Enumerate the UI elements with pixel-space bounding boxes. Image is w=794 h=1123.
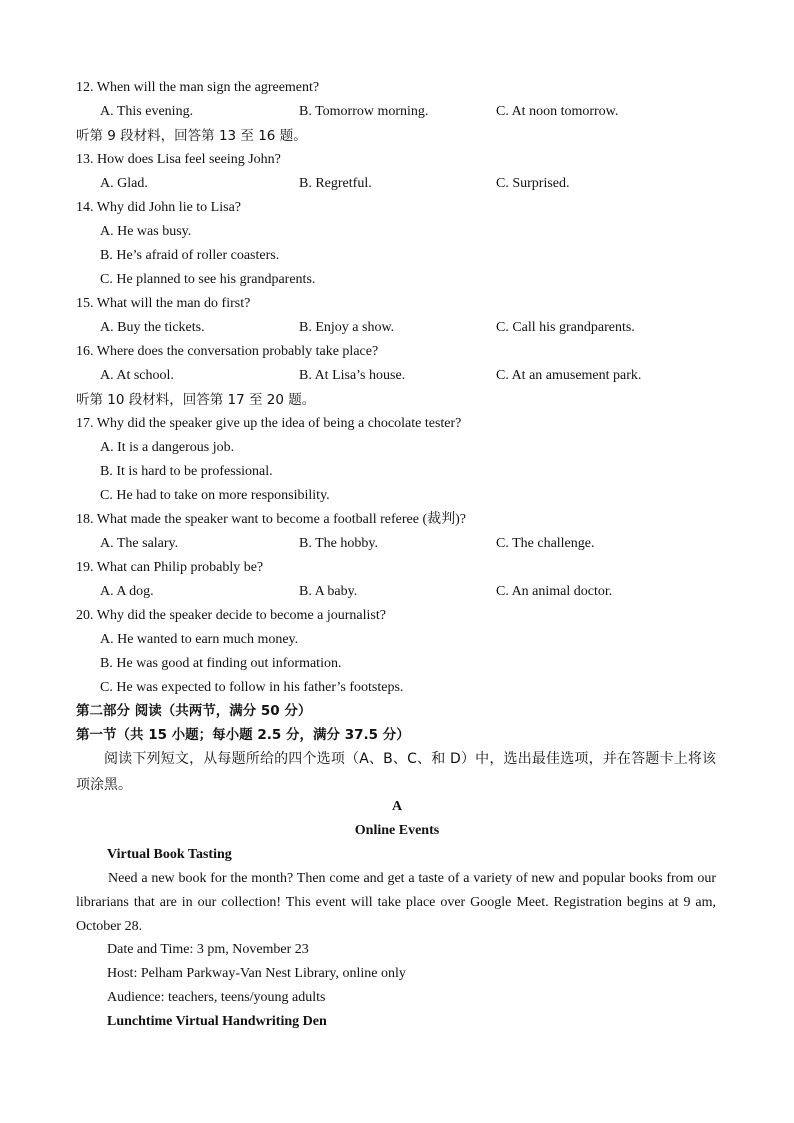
- option-c[interactable]: C. Call his grandparents.: [496, 320, 635, 335]
- passage-letter: A: [391, 799, 403, 814]
- option-b[interactable]: B. At Lisa’s house.: [299, 368, 406, 383]
- question-12-options: [100, 100, 716, 124]
- question-16: 16. Where does the conversation probably take place?: [76, 344, 379, 359]
- option-c[interactable]: C. At noon tomorrow.: [496, 104, 619, 119]
- reading-instruction: 阅读下列短文，从每题所给的四个选项（A、B、C、和 D）中，选出最佳选项，并在答题卡上将该项涂黑。: [76, 751, 716, 793]
- question-16-options: [100, 364, 716, 388]
- option-a[interactable]: A. He wanted to earn much money.: [100, 632, 299, 647]
- passage-title: Online Events: [354, 823, 440, 838]
- option-a[interactable]: A. A dog.: [100, 584, 154, 599]
- event-1-host: Host: Pelham Parkway-Van Nest Library, online only: [107, 966, 406, 981]
- option-b[interactable]: B. He was good at finding out information.: [100, 656, 342, 671]
- part-2-heading: 第二部分 阅读（共两节，满分 50 分）: [76, 703, 312, 719]
- option-c[interactable]: C. He planned to see his grandparents.: [100, 272, 316, 287]
- event-1-title: Virtual Book Tasting: [107, 847, 232, 862]
- question-18-options: [100, 532, 716, 556]
- question-20: 20. Why did the speaker decide to become a journalist?: [76, 608, 386, 623]
- option-c[interactable]: C. The challenge.: [496, 536, 595, 551]
- option-b[interactable]: B. A baby.: [299, 584, 358, 599]
- option-a[interactable]: A. The salary.: [100, 536, 179, 551]
- event-1-description: Need a new book for the month? Then come and get a taste of a variety of new and popular books from our librarians that are in our collection! This event will take place over Google Meet. Registration begins at 9 am, October 28.: [76, 871, 716, 934]
- option-a[interactable]: A. Glad.: [100, 176, 148, 191]
- question-13: 13. How does Lisa feel seeing John?: [76, 152, 281, 167]
- option-a[interactable]: A. It is a dangerous job.: [100, 440, 235, 455]
- option-b[interactable]: B. The hobby.: [299, 536, 378, 551]
- question-15-options: [100, 316, 716, 340]
- option-b[interactable]: B. Tomorrow morning.: [299, 104, 429, 119]
- option-b[interactable]: B. Enjoy a show.: [299, 320, 395, 335]
- option-a[interactable]: A. At school.: [100, 368, 174, 383]
- section-9-instruction: 听第 9 段材料，回答第 13 至 16 题。: [76, 128, 307, 144]
- question-15: 15. What will the man do first?: [76, 296, 251, 311]
- option-c[interactable]: C. Surprised.: [496, 176, 570, 191]
- option-c[interactable]: C. He was expected to follow in his father’s footsteps.: [100, 680, 404, 695]
- question-13-options: [100, 172, 716, 196]
- option-a[interactable]: A. Buy the tickets.: [100, 320, 205, 335]
- part-2-subheading: 第一节（共 15 小题；每小题 2.5 分，满分 37.5 分）: [76, 727, 410, 743]
- question-12: 12. When will the man sign the agreement?: [76, 80, 320, 95]
- option-b[interactable]: B. It is hard to be professional.: [100, 464, 273, 479]
- question-19-options: [100, 580, 716, 604]
- option-c[interactable]: C. He had to take on more responsibility.: [100, 488, 330, 503]
- option-b[interactable]: B. He’s afraid of roller coasters.: [100, 248, 280, 263]
- question-18: 18. What made the speaker want to become a football referee (裁判)?: [76, 512, 467, 527]
- option-c[interactable]: C. At an amusement park.: [496, 368, 642, 383]
- option-a[interactable]: A. He was busy.: [100, 224, 192, 239]
- event-1-audience: Audience: teachers, teens/young adults: [107, 990, 326, 1005]
- option-a[interactable]: A. This evening.: [100, 104, 194, 119]
- event-2-title: Lunchtime Virtual Handwriting Den: [107, 1014, 327, 1029]
- question-14: 14. Why did John lie to Lisa?: [76, 200, 241, 215]
- option-b[interactable]: B. Regretful.: [299, 176, 372, 191]
- option-c[interactable]: C. An animal doctor.: [496, 584, 613, 599]
- event-1-date: Date and Time: 3 pm, November 23: [107, 942, 309, 957]
- question-17: 17. Why did the speaker give up the idea of being a chocolate tester?: [76, 416, 462, 431]
- question-19: 19. What can Philip probably be?: [76, 560, 264, 575]
- section-10-instruction: 听第 10 段材料，回答第 17 至 20 题。: [76, 392, 316, 408]
